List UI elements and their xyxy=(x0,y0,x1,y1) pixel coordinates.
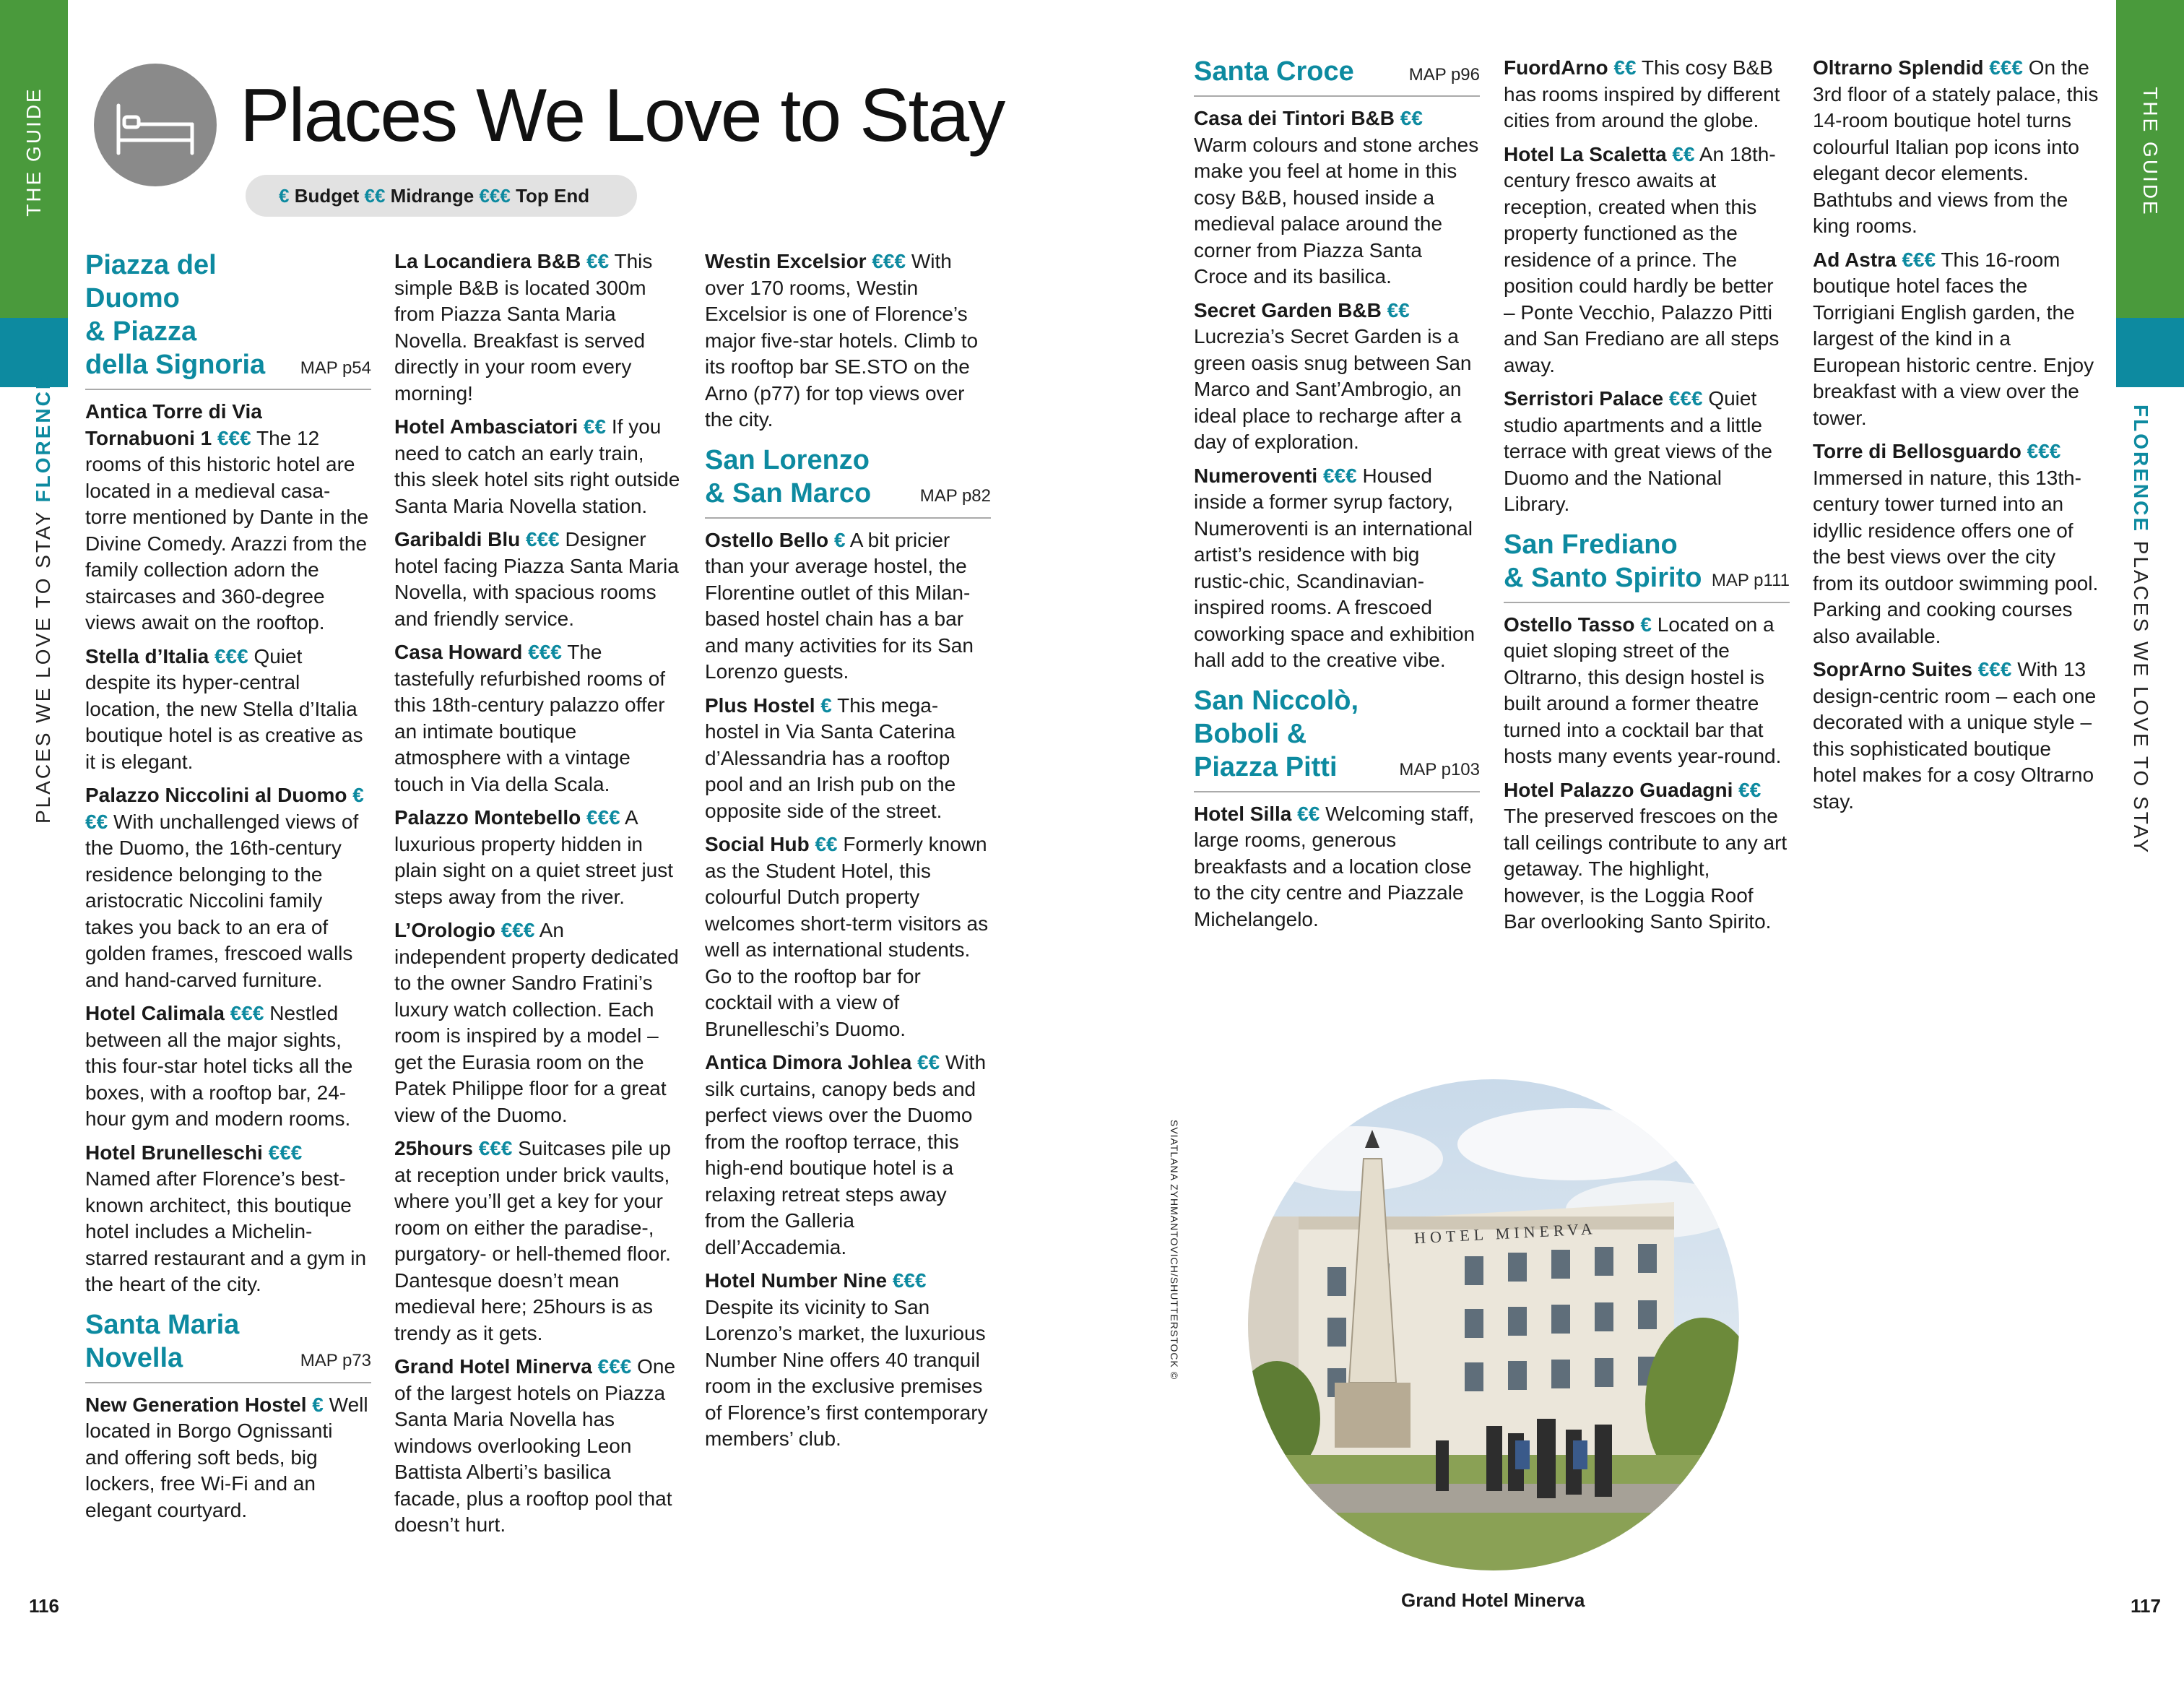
price-legend xyxy=(246,175,637,217)
hotel-entry xyxy=(705,693,991,825)
running-head-plain: PLACES WE LOVE TO STAY xyxy=(2130,540,2152,855)
map-reference: MAP p96 xyxy=(1408,64,1480,85)
running-head-accent: FLORENCE xyxy=(2130,405,2152,533)
text-column-1 xyxy=(85,249,371,1531)
section-title-line: Santa Croce xyxy=(1194,56,1354,87)
guide-label-text: THE GUIDE xyxy=(2139,87,2162,217)
section-title-line: & Piazza xyxy=(85,316,197,347)
price-range: €€€ xyxy=(597,1355,632,1378)
map-reference: MAP p54 xyxy=(300,358,371,378)
hotel-name: La Locandiera B&B xyxy=(394,250,581,272)
bed-icon xyxy=(94,64,217,186)
section-title-line: Boboli & xyxy=(1194,718,1307,749)
hotel-description: A bit pricier than your average hostel, the Florentine outlet of this Milan-based hostel chain has a bar and many activities for its San Lorenzo guests. xyxy=(705,528,974,683)
hotel-description: A luxurious property hidden in plain sight on a quiet street just steps away from the river. xyxy=(394,806,674,908)
price-range: €€€ xyxy=(892,1269,927,1292)
price-range: €€€ xyxy=(217,426,251,449)
hotel-entry xyxy=(1504,777,1790,935)
hotel-name: FuordArno xyxy=(1504,56,1608,79)
text-column-3 xyxy=(705,249,991,1460)
hotel-description: The 12 rooms of this historic hotel are located in a medieval casa-torre mentioned by Dante in the Divine Comedy. Arazzi from the family collection adorn the staircases and 360-degree views await on the rooftop. xyxy=(85,426,369,634)
hotel-name: Palazzo Niccolini al Duomo xyxy=(85,784,347,806)
price-range: €€€ xyxy=(526,528,560,550)
hotel-name: Hotel La Scaletta xyxy=(1504,142,1667,165)
section-title xyxy=(85,1308,239,1375)
hotel-description: On the 3rd floor of a stately palace, this 14-room boutique hotel turns colourful Italian pop icons into elegant decor elements. Bathtubs and views from the king rooms. xyxy=(1813,56,2099,237)
hotel-description: With unchallenged views of the Duomo, the 16th-century residence belonging to the aristocratic Niccolini family takes you back to an era of golden frames, frescoed walls and hand-carved furniture. xyxy=(85,810,359,991)
hotel-name: Social Hub xyxy=(705,833,810,855)
section-title-line: Novella xyxy=(85,1342,183,1373)
text-column-5 xyxy=(1504,55,1790,943)
section-title xyxy=(1194,684,1358,784)
hotel-name: Hotel Silla xyxy=(1194,802,1292,825)
hotel-entry xyxy=(394,1354,680,1539)
hotel-name: Ostello Bello xyxy=(705,528,829,551)
text-column-2 xyxy=(394,249,680,1546)
price-range: €€ xyxy=(815,833,838,855)
hotel-description: Welcoming staff, large rooms, generous breakfasts and a location close to the city centre and Piazzale Michelangelo. xyxy=(1194,802,1475,930)
price-range: €€€ xyxy=(268,1141,303,1164)
price-range: €€€ xyxy=(1989,56,2023,79)
hotel-name: Hotel Calimala xyxy=(85,1002,225,1024)
hotel-description: Nestled between all the major sights, this four-star hotel ticks all the boxes, with a rooftop bar, 24-hour gym and modern rooms. xyxy=(85,1002,353,1130)
price-range: € xyxy=(820,693,832,717)
price-range: €€ xyxy=(1613,56,1637,79)
section-heading xyxy=(1194,684,1480,792)
section-heading xyxy=(1194,55,1480,97)
hotel-entry xyxy=(705,831,991,1042)
hotel-description: One of the largest hotels on Piazza Santa Maria Novella has windows overlooking Leon Battista Alberti’s basilica facade, plus a rooftop pool that doesn’t hurt. xyxy=(394,1355,676,1536)
hotel-entry xyxy=(85,1392,371,1524)
hotel-description: If you need to catch an early train, this sleek hotel sits right outside Santa Maria Novella station. xyxy=(394,415,680,517)
hotel-description: Well located in Borgo Ognissanti and offering soft beds, big lockers, free Wi-Fi and an elegant courtyard. xyxy=(85,1393,368,1521)
hotel-entry xyxy=(1813,438,2099,649)
running-head-accent: FLORENCE xyxy=(32,373,54,503)
city-tab-right xyxy=(2116,318,2184,387)
hotel-name: Stella d’Italia xyxy=(85,644,209,667)
legend-budget-label: Budget xyxy=(294,185,360,207)
price-range: €€ xyxy=(583,415,607,438)
section-title-line: & Santo Spirito xyxy=(1504,562,1702,593)
hotel-name: Hotel Palazzo Guadagni xyxy=(1504,778,1733,801)
price-range: €€ xyxy=(1738,778,1762,801)
guide-label-text: THE GUIDE xyxy=(22,87,45,217)
hotel-entry xyxy=(705,249,991,433)
hotel-name: Antica Dimora Johlea xyxy=(705,1051,912,1073)
text-column-4 xyxy=(1194,55,1480,940)
price-range: €€ xyxy=(1400,107,1423,129)
hotel-entry xyxy=(394,1136,680,1347)
hotel-entry xyxy=(394,917,680,1128)
price-range: €€ xyxy=(1387,298,1410,321)
section-title xyxy=(705,444,871,510)
price-range: €€€ xyxy=(1977,658,2012,680)
legend-midrange-label: Midrange xyxy=(390,185,474,207)
hotel-entry xyxy=(394,639,680,798)
hotel-entry xyxy=(1194,298,1480,456)
hotel-description: Despite its vicinity to San Lorenzo’s market, the luxurious Number Nine offers 40 tranquil room in the exclusive premises of Florence’s first contemporary members’ club. xyxy=(705,1295,988,1450)
section-heading xyxy=(705,444,991,519)
hotel-entry xyxy=(394,527,680,632)
hotel-name: Westin Excelsior xyxy=(705,250,867,272)
hotel-description: This cosy B&B has rooms inspired by different cities from around the globe. xyxy=(1504,56,1780,131)
price-range: €€ xyxy=(1672,142,1695,165)
hotel-name: New Generation Hostel xyxy=(85,1393,307,1416)
hotel-description: This simple B&B is located 300m from Piazza Santa Maria Novella. Breakfast is served directly in your room every morning! xyxy=(394,250,653,405)
hotel-name: Torre di Bellosguardo xyxy=(1813,440,2022,462)
hotel-description: Suitcases pile up at reception under brick vaults, where you’ll get a key for your room on either the paradise-, purgatory- or hell-themed floor. Dantesque doesn’t mean medieval here; 25hours is as trendy as it gets. xyxy=(394,1137,671,1344)
hotel-entry xyxy=(85,782,371,993)
hotel-entry xyxy=(85,1001,371,1133)
hotel-name: L’Orologio xyxy=(394,919,495,941)
price-range: €€€ xyxy=(1902,248,1936,271)
hotel-description: Quiet despite its hyper-central location, the new Stella d’Italia boutique hotel is as creative as it is elegant. xyxy=(85,644,363,773)
hotel-entry xyxy=(1504,55,1790,134)
hotel-description: Named after Florence’s best-known architect, this boutique hotel includes a Michelin-starred restaurant and a gym in the heart of the city. xyxy=(85,1167,367,1295)
section-title xyxy=(85,249,293,381)
hotel-name: Ad Astra xyxy=(1813,248,1897,271)
hotel-name: Grand Hotel Minerva xyxy=(394,1355,592,1378)
hotel-description: Immersed in nature, this 13th-century tower turned into an idyllic residence offers one of the best views over the city from its outdoor swimming pool. Parking and cooking courses also available. xyxy=(1813,466,2099,647)
price-range: €€€ xyxy=(586,806,620,829)
hotel-description: An independent property dedicated to the owner Sandro Fratini’s luxury watch collection. Each room is inspired by a model – get the Eurasia room on the Patek Philippe floor for a great view of the Duomo. xyxy=(394,919,679,1126)
hotel-entry xyxy=(705,1268,991,1453)
legend-topend-label: Top End xyxy=(516,185,590,207)
hotel-description: Warm colours and stone arches make you feel at home in this cosy B&B, housed inside a medieval palace around the corner from Piazza Santa Croce and its basilica. xyxy=(1194,133,1479,288)
photo-credit: SVIATLANA ZYHMANTOVICH/SHUTTERSTOCK © xyxy=(1169,1120,1180,1380)
hotel-name: Garibaldi Blu xyxy=(394,528,521,550)
price-range: €€€ xyxy=(500,919,535,941)
hotel-description: The tastefully refurbished rooms of this 18th-century palazzo offer an intimate boutique atmosphere with a vintage touch in Via della Scala. xyxy=(394,641,666,795)
hotel-description: Formerly known as the Student Hotel, this colourful Dutch property welcomes short-term visitors as well as international students. Go to the rooftop bar for cocktail with a view of Brunelleschi’s Duomo. xyxy=(705,833,989,1040)
hotel-name: Plus Hostel xyxy=(705,693,815,717)
section-title xyxy=(1194,55,1354,88)
section-heading xyxy=(1504,528,1790,603)
hotel-entry xyxy=(394,249,680,407)
price-range: €€ xyxy=(917,1051,940,1073)
hotel-description: Designer hotel facing Piazza Santa Maria Novella, with spacious rooms and friendly service. xyxy=(394,528,679,630)
hotel-entry xyxy=(1504,142,1790,379)
page-number-left: 116 xyxy=(29,1595,59,1617)
price-range: € xyxy=(1640,613,1652,636)
hotel-entry xyxy=(85,399,371,636)
section-title xyxy=(1504,528,1702,595)
hotel-name: 25hours xyxy=(394,1137,473,1159)
hotel-description: Housed inside a former syrup factory, Numeroventi is an international artist’s residence with big rustic-chic, Scandinavian-inspired rooms. A frescoed coworking space and exhibition hall add to the creative vibe. xyxy=(1194,464,1476,671)
hotel-name: Ostello Tasso xyxy=(1504,613,1635,636)
section-title-line: della Signoria xyxy=(85,350,266,380)
hotel-name: Hotel Number Nine xyxy=(705,1269,888,1292)
section-title-line: & San Marco xyxy=(705,477,872,509)
guide-tab-label-left xyxy=(0,0,68,303)
hotel-name: Numeroventi xyxy=(1194,464,1318,487)
hotel-description: With 13 design-centric room – each one decorated with a unique style – this sophisticated boutique hotel makes for a cosy Oltrarno stay. xyxy=(1813,658,2097,813)
map-reference: MAP p103 xyxy=(1399,760,1480,779)
hotel-name: SoprArno Suites xyxy=(1813,658,1972,680)
running-head-right xyxy=(2119,405,2162,855)
hotel-entry xyxy=(1194,801,1480,933)
price-range: € xyxy=(312,1393,324,1416)
guide-tab-label-right xyxy=(2116,0,2184,303)
hotel-entry xyxy=(85,1140,371,1298)
hotel-description: An 18th-century fresco awaits at reception, created when this property functioned as the residence of a prince. The position could hardly be better – Ponte Vecchio, Palazzo Pitti and San Frediano are all steps away. xyxy=(1504,142,1780,376)
legend-budget-symbol: € xyxy=(279,185,290,207)
map-reference: MAP p82 xyxy=(919,486,991,506)
hotel-description: Located on a quiet sloping street of the Oltrarno, this design hostel is built around a former theatre turned into a cocktail bar that hosts many events year-round. xyxy=(1504,613,1782,767)
page-number-right: 117 xyxy=(2131,1595,2161,1617)
price-range: €€ xyxy=(586,250,610,272)
hotel-name: Antica Torre di Via Tornabuoni 1 xyxy=(85,400,262,449)
price-range: €€€ xyxy=(528,641,562,663)
price-range: €€€ xyxy=(1668,387,1703,410)
hotel-description: Lucrezia’s Secret Garden is a green oasis snug between San Marco and Sant’Ambrogio, an ideal place to recharge after a day of exploration. xyxy=(1194,325,1472,453)
hotel-sign-text: HOTEL MINERVA xyxy=(1413,1219,1598,1248)
hotel-entry xyxy=(705,527,991,686)
hotel-description: This 16-room boutique hotel faces the Torrigiani English garden, the largest of the kind in a European historic centre. Enjoy breakfast with a view over the tower. xyxy=(1813,248,2094,429)
section-heading xyxy=(85,249,371,390)
hotel-description: With silk curtains, canopy beds and perfect views over the Duomo from the rooftop terrace, this high-end boutique hotel is a relaxing retreat steps away from the Galleria dell’Accademia. xyxy=(705,1051,987,1258)
hotel-entry xyxy=(1194,105,1480,290)
section-title-line: Santa Maria xyxy=(85,1309,240,1340)
price-range: €€ xyxy=(1297,802,1320,825)
hotel-description: Quiet studio apartments and a little terrace with great views of the Duomo and the National Library. xyxy=(1504,387,1772,515)
map-reference: MAP p111 xyxy=(1711,571,1790,590)
hotel-photo xyxy=(1248,1079,1739,1570)
legend-topend-symbol: €€€ xyxy=(479,185,511,207)
hotel-entry xyxy=(1813,55,2099,240)
price-range: €€€ xyxy=(1322,464,1357,487)
page-title: Places We Love to Stay xyxy=(240,74,1005,157)
hotel-name: Hotel Brunelleschi xyxy=(85,1141,263,1164)
hotel-entry xyxy=(394,414,680,519)
hotel-name: Hotel Ambasciatori xyxy=(394,415,578,438)
section-heading xyxy=(85,1308,371,1383)
hotel-description: This mega-hostel in Via Santa Caterina d’Alessandria has a rooftop pool and an Irish pub on the opposite side of the street. xyxy=(705,693,956,822)
hotel-entry xyxy=(705,1050,991,1261)
hotel-name: Oltrarno Splendid xyxy=(1813,56,1984,79)
hotel-entry xyxy=(1813,247,2099,432)
price-range: €€€ xyxy=(478,1137,513,1159)
hotel-name: Serristori Palace xyxy=(1504,387,1664,410)
hotel-entry xyxy=(1194,463,1480,674)
hotel-name: Palazzo Montebello xyxy=(394,806,581,829)
hotel-entry xyxy=(1504,386,1790,518)
hotel-description: The preserved frescoes on the tall ceilings contribute to any art getaway. The highlight, however, is the Loggia Roof Bar overlooking Santo Spirito. xyxy=(1504,805,1788,933)
section-title-line: Piazza del Duomo xyxy=(85,250,217,314)
running-head-left xyxy=(22,373,65,824)
hotel-name: Casa dei Tintori B&B xyxy=(1194,107,1395,129)
hotel-name: Secret Garden B&B xyxy=(1194,298,1382,321)
hotel-entry xyxy=(1813,657,2099,815)
photo-caption: Grand Hotel Minerva xyxy=(1401,1589,1585,1611)
text-column-6 xyxy=(1813,55,2099,822)
price-range: €€€ xyxy=(85,784,364,833)
price-range: €€€ xyxy=(230,1002,264,1024)
map-reference: MAP p73 xyxy=(300,1351,371,1370)
price-range: €€€ xyxy=(872,250,906,272)
section-title-line: San Niccolò, xyxy=(1194,685,1359,716)
price-range: € xyxy=(833,528,846,551)
hotel-entry xyxy=(85,644,371,776)
section-title-line: Piazza Pitti xyxy=(1194,751,1338,782)
hotel-entry xyxy=(394,805,680,910)
hotel-entry xyxy=(1504,612,1790,770)
section-title-line: San Lorenzo xyxy=(705,444,870,475)
running-head-plain: PLACES WE LOVE TO STAY xyxy=(32,510,54,824)
hotel-description: With over 170 rooms, Westin Excelsior is one of Florence’s major five-star hotels. Climb to its rooftop bar SE.STO on the Arno (p77) for top views over the city. xyxy=(705,250,979,431)
section-title-line: San Frediano xyxy=(1504,529,1678,560)
hotel-name: Casa Howard xyxy=(394,641,523,663)
legend-midrange-symbol: €€ xyxy=(364,185,386,207)
price-range: €€€ xyxy=(214,644,248,667)
price-range: €€€ xyxy=(2027,440,2061,462)
